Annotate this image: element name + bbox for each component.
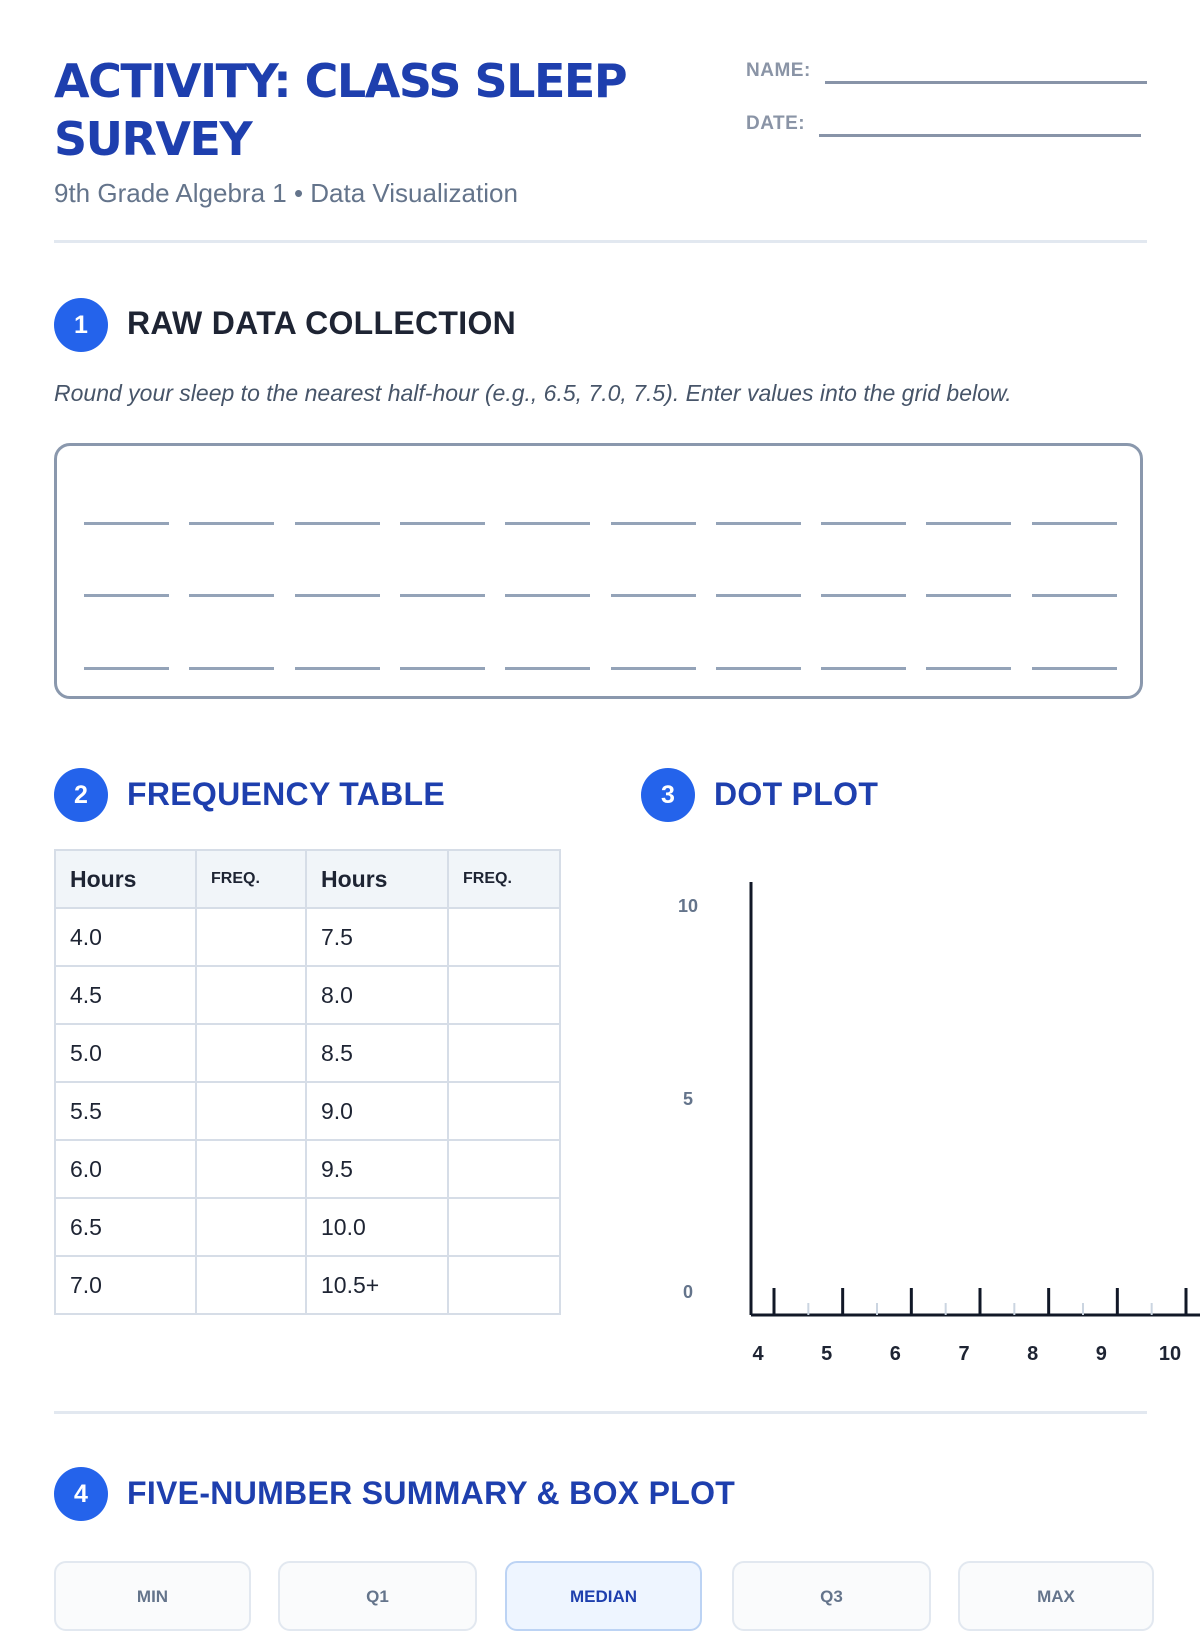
data-entry-blank[interactable] bbox=[716, 594, 801, 597]
page-title: ACTIVITY: CLASS SLEEP SURVEY bbox=[54, 54, 627, 166]
table-row bbox=[55, 1082, 560, 1140]
data-entry-blank[interactable] bbox=[189, 522, 274, 525]
summary-card-label: MEDIAN bbox=[569, 1587, 638, 1606]
data-entry-blank[interactable] bbox=[611, 522, 696, 525]
header-freq: FREQ. bbox=[448, 850, 560, 908]
x-tick-label: 6 bbox=[889, 1343, 901, 1365]
data-entry-blank[interactable] bbox=[84, 594, 169, 597]
freq-cell[interactable] bbox=[196, 908, 306, 966]
data-entry-blank[interactable] bbox=[611, 667, 696, 670]
worksheet-page bbox=[54, 0, 1182, 1606]
data-entry-blank[interactable] bbox=[1032, 667, 1117, 670]
hours-cell: 8.0 bbox=[306, 966, 448, 1024]
data-entry-blank[interactable] bbox=[821, 522, 906, 525]
x-tick-label: 10 bbox=[1158, 1343, 1182, 1365]
summary-card-q1[interactable] bbox=[278, 1561, 477, 1631]
raw-data-grid bbox=[54, 443, 1143, 699]
dot-plot-chart bbox=[614, 870, 1182, 1370]
summary-card-label: Q3 bbox=[820, 1587, 843, 1606]
summary-card-min[interactable] bbox=[54, 1561, 251, 1631]
section-1-badge: 1 bbox=[54, 298, 108, 352]
freq-cell[interactable] bbox=[196, 1082, 306, 1140]
page-subtitle: 9th Grade Algebra 1 • Data Visualization bbox=[54, 178, 518, 208]
section-3-title: DOT PLOT bbox=[714, 776, 879, 812]
hours-cell: 7.0 bbox=[55, 1256, 196, 1314]
x-tick-label: 5 bbox=[821, 1343, 833, 1365]
date-label: DATE: bbox=[746, 113, 806, 134]
freq-cell[interactable] bbox=[448, 1256, 560, 1314]
section-2-badge: 2 bbox=[54, 768, 108, 822]
section-1-title: RAW DATA COLLECTION bbox=[127, 305, 517, 341]
table-row bbox=[55, 908, 560, 966]
hours-cell: 10.0 bbox=[306, 1198, 448, 1256]
x-tick-label: 8 bbox=[1027, 1343, 1039, 1365]
table-row bbox=[55, 966, 560, 1024]
data-entry-blank[interactable] bbox=[716, 522, 801, 525]
summary-card-max[interactable] bbox=[958, 1561, 1154, 1631]
summary-card-label: MAX bbox=[1037, 1587, 1075, 1606]
freq-cell[interactable] bbox=[196, 1140, 306, 1198]
data-entry-blank[interactable] bbox=[295, 667, 380, 670]
y-tick-label: 5 bbox=[682, 1089, 694, 1109]
date-input-line[interactable] bbox=[819, 134, 1141, 137]
hours-cell: 7.5 bbox=[306, 908, 448, 966]
data-entry-blank[interactable] bbox=[400, 522, 485, 525]
hours-cell: 4.5 bbox=[55, 966, 196, 1024]
freq-cell[interactable] bbox=[448, 1024, 560, 1082]
name-input-line[interactable] bbox=[825, 81, 1147, 84]
hours-cell: 10.5+ bbox=[306, 1256, 448, 1314]
header-divider bbox=[54, 240, 1147, 243]
data-entry-blank[interactable] bbox=[1032, 522, 1117, 525]
hours-cell: 6.0 bbox=[55, 1140, 196, 1198]
data-entry-blank[interactable] bbox=[295, 594, 380, 597]
table-row bbox=[55, 1256, 560, 1314]
hours-cell: 9.5 bbox=[306, 1140, 448, 1198]
table-row bbox=[55, 1198, 560, 1256]
freq-cell[interactable] bbox=[448, 1140, 560, 1198]
x-tick-label: 7 bbox=[958, 1343, 970, 1365]
section-divider bbox=[54, 1411, 1147, 1414]
data-entry-blank[interactable] bbox=[1032, 594, 1117, 597]
data-entry-blank[interactable] bbox=[505, 522, 590, 525]
data-entry-blank[interactable] bbox=[821, 594, 906, 597]
data-entry-blank[interactable] bbox=[926, 594, 1011, 597]
summary-card-median[interactable] bbox=[505, 1561, 702, 1631]
hours-cell: 6.5 bbox=[55, 1198, 196, 1256]
freq-cell[interactable] bbox=[196, 1198, 306, 1256]
freq-cell[interactable] bbox=[196, 1024, 306, 1082]
data-entry-blank[interactable] bbox=[611, 594, 696, 597]
section-4-badge: 4 bbox=[54, 1467, 108, 1521]
freq-cell[interactable] bbox=[448, 966, 560, 1024]
y-tick-label: 10 bbox=[677, 896, 699, 916]
freq-cell[interactable] bbox=[448, 1082, 560, 1140]
data-entry-blank[interactable] bbox=[295, 522, 380, 525]
freq-cell[interactable] bbox=[196, 966, 306, 1024]
table-row bbox=[55, 1024, 560, 1082]
header-hours: Hours bbox=[306, 850, 448, 908]
hours-cell: 9.0 bbox=[306, 1082, 448, 1140]
table-row bbox=[55, 1140, 560, 1198]
summary-card-label: MIN bbox=[136, 1587, 169, 1606]
table-header-row bbox=[55, 850, 560, 908]
data-entry-blank[interactable] bbox=[84, 667, 169, 670]
data-entry-blank[interactable] bbox=[189, 667, 274, 670]
summary-card-label: Q1 bbox=[366, 1587, 389, 1606]
freq-cell[interactable] bbox=[448, 908, 560, 966]
freq-cell[interactable] bbox=[448, 1198, 560, 1256]
data-entry-blank[interactable] bbox=[400, 667, 485, 670]
hours-cell: 4.0 bbox=[55, 908, 196, 966]
raw-data-instructions: Round your sleep to the nearest half-hour (e.g., 6.5, 7.0, 7.5). Enter values into the grid below. bbox=[54, 380, 1012, 406]
date-field bbox=[746, 113, 1141, 135]
data-entry-blank[interactable] bbox=[505, 667, 590, 670]
data-entry-blank[interactable] bbox=[189, 594, 274, 597]
data-entry-blank[interactable] bbox=[400, 594, 485, 597]
data-entry-blank[interactable] bbox=[821, 667, 906, 670]
frequency-table bbox=[54, 849, 561, 1315]
data-entry-blank[interactable] bbox=[84, 522, 169, 525]
section-2-title: FREQUENCY TABLE bbox=[127, 776, 445, 812]
hours-cell: 5.0 bbox=[55, 1024, 196, 1082]
header-freq: FREQ. bbox=[196, 850, 306, 908]
section-4-title: FIVE-NUMBER SUMMARY & BOX PLOT bbox=[127, 1475, 736, 1511]
summary-card-q3[interactable] bbox=[732, 1561, 931, 1631]
x-tick-label: 4 bbox=[752, 1343, 764, 1365]
y-tick-label: 0 bbox=[682, 1282, 694, 1302]
data-entry-blank[interactable] bbox=[926, 667, 1011, 670]
section-3-badge: 3 bbox=[641, 768, 695, 822]
header-hours: Hours bbox=[55, 850, 196, 908]
data-entry-blank[interactable] bbox=[926, 522, 1011, 525]
freq-cell[interactable] bbox=[196, 1256, 306, 1314]
data-entry-blank[interactable] bbox=[716, 667, 801, 670]
x-tick-label: 9 bbox=[1095, 1343, 1107, 1365]
data-entry-blank[interactable] bbox=[505, 594, 590, 597]
name-field bbox=[746, 60, 1147, 82]
name-label: NAME: bbox=[746, 60, 811, 81]
hours-cell: 5.5 bbox=[55, 1082, 196, 1140]
hours-cell: 8.5 bbox=[306, 1024, 448, 1082]
